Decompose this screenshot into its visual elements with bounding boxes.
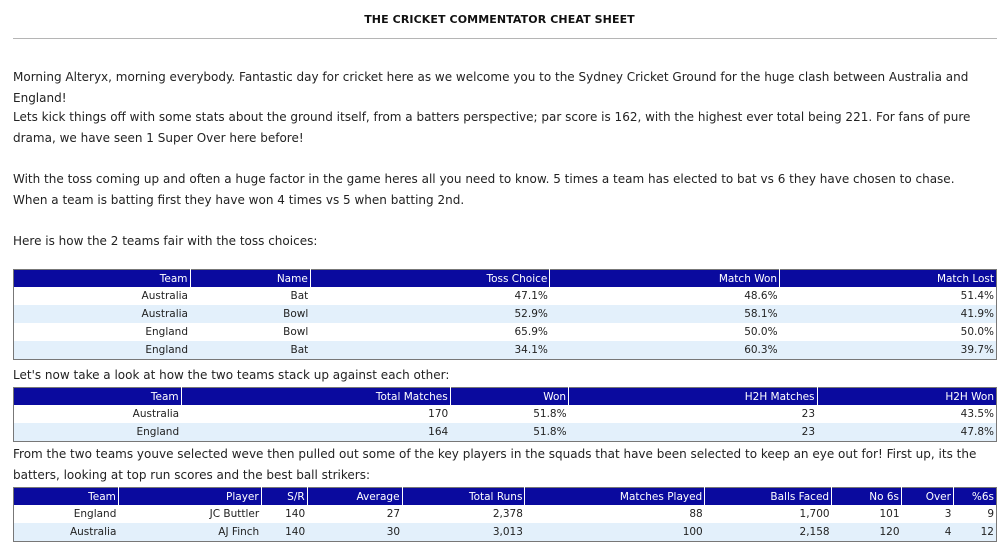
column-header: Match Won xyxy=(550,270,780,288)
table-row xyxy=(14,523,997,542)
column-header: Over xyxy=(902,488,954,506)
table-cell: 140 xyxy=(261,523,307,542)
table-cell: 47.1% xyxy=(310,287,550,305)
table-header-row xyxy=(14,488,997,506)
column-header: Match Lost xyxy=(780,270,997,288)
column-header: Team xyxy=(14,270,191,288)
table-cell: 51.4% xyxy=(780,287,997,305)
table-row xyxy=(14,305,997,323)
table-cell: England xyxy=(14,323,191,341)
table-cell: 3,013 xyxy=(402,523,525,542)
table-cell: 65.9% xyxy=(310,323,550,341)
table-row xyxy=(14,323,997,341)
table-header-row xyxy=(14,270,997,288)
column-header: H2H Matches xyxy=(569,388,817,406)
table-row xyxy=(14,287,997,305)
column-header: Balls Faced xyxy=(705,488,832,506)
page-title: THE CRICKET COMMENTATOR CHEAT SHEET xyxy=(364,13,635,26)
table-row xyxy=(14,405,997,423)
column-header: %6s xyxy=(953,488,996,506)
table-header-row xyxy=(14,388,997,406)
table-cell: 50.0% xyxy=(780,323,997,341)
table-cell: 51.8% xyxy=(450,423,568,442)
table-cell: 88 xyxy=(525,505,705,523)
table-cell: 41.9% xyxy=(780,305,997,323)
table-cell: 48.6% xyxy=(550,287,780,305)
table-cell: England xyxy=(14,341,191,360)
table-cell: 30 xyxy=(307,523,402,542)
table-cell: 47.8% xyxy=(817,423,996,442)
table-cell: Australia xyxy=(14,305,191,323)
table-cell: 43.5% xyxy=(817,405,996,423)
key-batters-table xyxy=(13,487,997,542)
table-cell: 23 xyxy=(569,405,817,423)
column-header: Team xyxy=(14,388,182,406)
table-cell: 100 xyxy=(525,523,705,542)
table-row xyxy=(14,423,997,442)
column-header: S/R xyxy=(261,488,307,506)
toss-paragraph: With the toss coming up and often a huge factor in the game heres all you need to know. 5 times a team has elected to bat vs 6 they have chosen to chase. When a team is batting first they have won 4 times vs 5 when batting 2nd. xyxy=(13,172,955,207)
column-header: Name xyxy=(190,270,310,288)
table-cell: 60.3% xyxy=(550,341,780,360)
table-cell: 51.8% xyxy=(450,405,568,423)
table-cell: 2,378 xyxy=(402,505,525,523)
table-cell: 12 xyxy=(953,523,996,542)
column-header: Average xyxy=(307,488,402,506)
table-cell: 170 xyxy=(181,405,450,423)
ground-stats-paragraph: Lets kick things off with some stats about the ground itself, from a batters perspective; par score is 162, with the highest ever total being 221. For fans of pure drama, we have seen 1 Super Over here before! xyxy=(13,110,971,145)
table-cell: 2,158 xyxy=(705,523,832,542)
table-cell: 34.1% xyxy=(310,341,550,360)
table-cell: Bowl xyxy=(190,305,310,323)
table-cell: 120 xyxy=(832,523,902,542)
table-cell: Australia xyxy=(14,523,119,542)
table-cell: Bat xyxy=(190,341,310,360)
intro-paragraph: Morning Alteryx, morning everybody. Fantastic day for cricket here as we welcome you to the Sydney Cricket Ground for the huge clash between Australia and England! xyxy=(13,70,969,105)
table-cell: Australia xyxy=(14,405,182,423)
h2h-table-intro: Let's now take a look at how the two teams stack up against each other: xyxy=(13,368,450,382)
table-cell: JC Buttler xyxy=(118,505,261,523)
table-cell: Bowl xyxy=(190,323,310,341)
table-cell: 164 xyxy=(181,423,450,442)
column-header: No 6s xyxy=(832,488,902,506)
head-to-head-table xyxy=(13,387,997,442)
table-cell: 39.7% xyxy=(780,341,997,360)
table-cell: 50.0% xyxy=(550,323,780,341)
column-header: Won xyxy=(450,388,568,406)
column-header: Player xyxy=(118,488,261,506)
table-cell: 27 xyxy=(307,505,402,523)
table-cell: 3 xyxy=(902,505,954,523)
title-divider xyxy=(13,38,997,39)
column-header: Total Runs xyxy=(402,488,525,506)
table-cell: AJ Finch xyxy=(118,523,261,542)
toss-choice-table xyxy=(13,269,997,360)
table-cell: 23 xyxy=(569,423,817,442)
table-cell: 9 xyxy=(953,505,996,523)
column-header: H2H Won xyxy=(817,388,996,406)
table-cell: 52.9% xyxy=(310,305,550,323)
table-cell: 1,700 xyxy=(705,505,832,523)
table-cell: England xyxy=(14,423,182,442)
column-header: Total Matches xyxy=(181,388,450,406)
table-cell: Bat xyxy=(190,287,310,305)
column-header: Team xyxy=(14,488,119,506)
table-row xyxy=(14,505,997,523)
batters-table-intro: From the two teams youve selected weve then pulled out some of the key players in the squads that have been selected to keep an eye out for! First up, its the batters, looking at top run scores and the best ball strikers: xyxy=(13,447,977,482)
table-cell: 58.1% xyxy=(550,305,780,323)
table-cell: 140 xyxy=(261,505,307,523)
table-row xyxy=(14,341,997,360)
table-cell: England xyxy=(14,505,119,523)
column-header: Toss Choice xyxy=(310,270,550,288)
toss-table-intro: Here is how the 2 teams fair with the toss choices: xyxy=(13,234,318,248)
table-cell: 4 xyxy=(902,523,954,542)
table-cell: 101 xyxy=(832,505,902,523)
table-cell: Australia xyxy=(14,287,191,305)
column-header: Matches Played xyxy=(525,488,705,506)
